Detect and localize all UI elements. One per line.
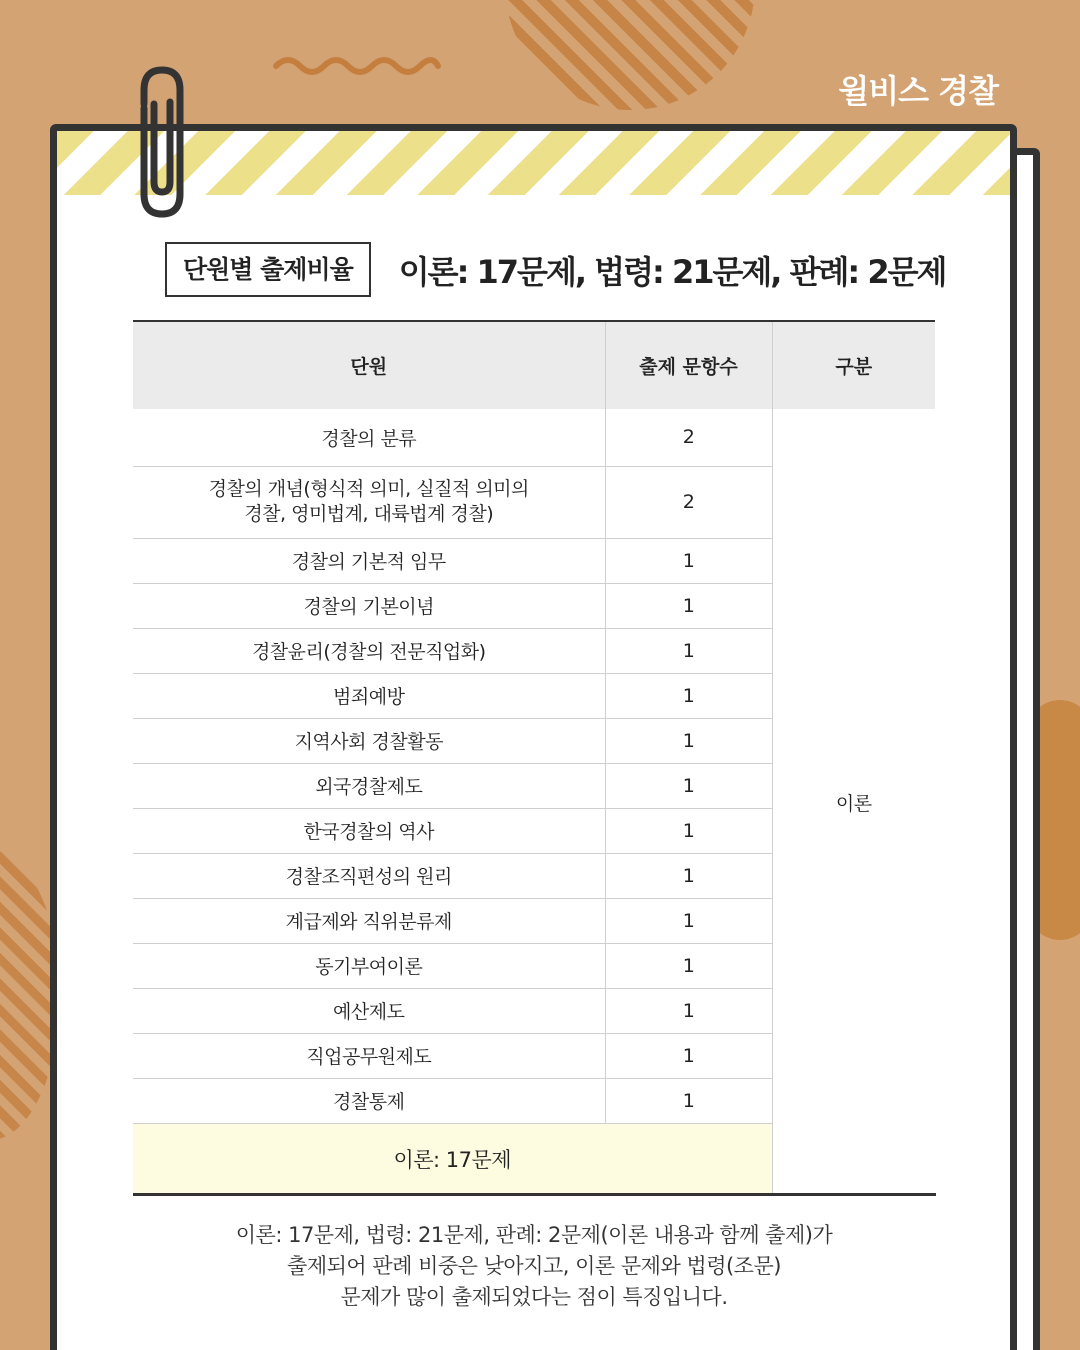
- summary-note: [133, 1220, 935, 1313]
- note-line: 이론: 17문제, 법령: 21문제, 판례: 2문제(이론 내용과 함께 출제)가: [235, 1223, 833, 1247]
- unit-line: 경찰의 개념(형식적 의미, 실질적 의미의: [208, 478, 529, 501]
- note-line: 출제되어 판례 비중은 낮아지고, 이론 문제와 법령(조문): [287, 1254, 781, 1278]
- total-cell: 이론: 17문제: [133, 1123, 772, 1195]
- table-header-row: [133, 321, 935, 409]
- brand-logo: 윌비스 경찰: [838, 72, 998, 110]
- summary-title: 이론: 17문제, 법령: 21문제, 판례: 2문제: [398, 252, 946, 291]
- count-cell: 1: [605, 898, 772, 943]
- count-cell: 1: [605, 673, 772, 718]
- unit-line: 경찰, 영미법계, 대륙법계 경찰): [244, 503, 494, 525]
- count-cell: 1: [605, 763, 772, 808]
- unit-cell: 예산제도: [133, 988, 605, 1033]
- question-distribution-table: [133, 320, 935, 1195]
- unit-cell: 한국경찰의 역사: [133, 808, 605, 853]
- unit-cell: 직업공무원제도: [133, 1033, 605, 1078]
- count-cell: 1: [605, 808, 772, 853]
- unit-cell: 범죄예방: [133, 673, 605, 718]
- note-line: 문제가 많이 출제되었다는 점이 특징입니다.: [340, 1285, 728, 1309]
- paperclip-icon: [134, 64, 190, 220]
- header-unit: 단원: [133, 321, 605, 409]
- unit-cell: 경찰의 기본이념: [133, 583, 605, 628]
- count-cell: 1: [605, 538, 772, 583]
- count-cell: 1: [605, 853, 772, 898]
- category-cell: 이론: [835, 792, 872, 815]
- count-cell: 2: [605, 466, 772, 538]
- unit-cell: 동기부여이론: [133, 943, 605, 988]
- unit-cell: 계급제와 직위분류제: [133, 898, 605, 943]
- decorative-striped-circle: [505, 0, 755, 110]
- squiggle-decoration: [272, 52, 442, 84]
- count-cell: 1: [605, 1078, 772, 1123]
- unit-ratio-label-box: 단원별 출제비율: [165, 242, 371, 297]
- count-cell: 1: [605, 718, 772, 763]
- header-category: 구분: [772, 321, 935, 409]
- count-cell: 1: [605, 988, 772, 1033]
- header-question-count: 출제 문항수: [605, 321, 772, 409]
- unit-cell: 경찰윤리(경찰의 전문직업화): [133, 628, 605, 673]
- unit-cell: 경찰조직편성의 원리: [133, 853, 605, 898]
- table-bottom-rule: [133, 1193, 936, 1196]
- unit-cell: 경찰의 분류: [133, 409, 605, 466]
- unit-cell: 경찰의 기본적 임무: [133, 538, 605, 583]
- count-cell: 1: [605, 1033, 772, 1078]
- unit-cell: [133, 466, 605, 538]
- count-cell: 1: [605, 583, 772, 628]
- caution-stripe-band: [57, 131, 1010, 195]
- count-cell: 1: [605, 943, 772, 988]
- unit-cell: 경찰통제: [133, 1078, 605, 1123]
- count-cell: 1: [605, 628, 772, 673]
- unit-cell: 지역사회 경찰활동: [133, 718, 605, 763]
- unit-cell: 외국경찰제도: [133, 763, 605, 808]
- heading-row: [165, 242, 945, 297]
- table-row: [133, 409, 935, 466]
- count-cell: 2: [605, 409, 772, 466]
